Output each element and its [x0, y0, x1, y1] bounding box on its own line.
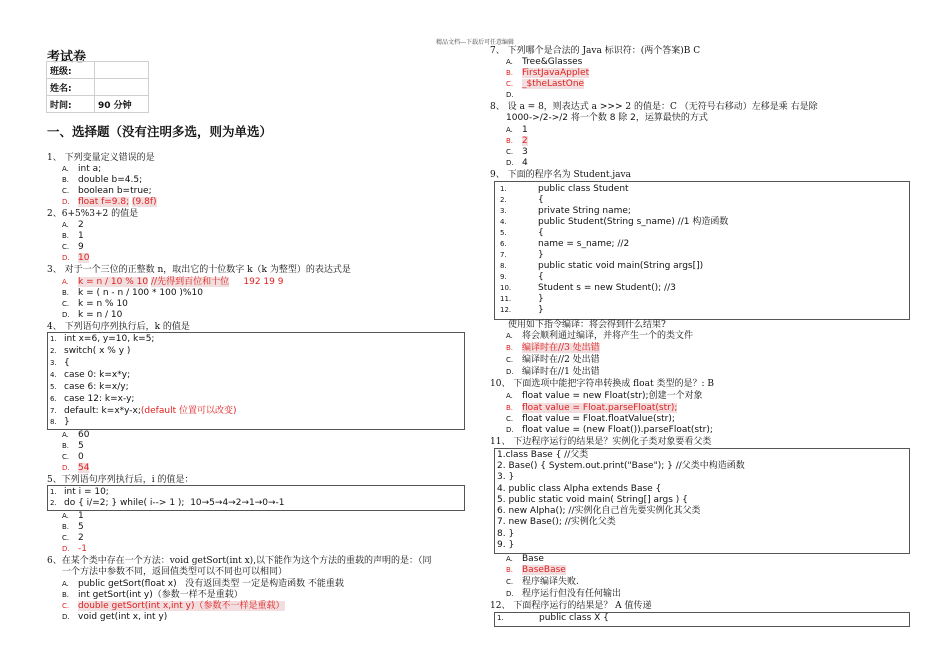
code-line: 2. Base() { System.out.print("Base"); } //父类中构造函数	[497, 461, 745, 471]
code-line: 11. }	[500, 294, 544, 304]
q2-option-a: A. 2	[62, 220, 84, 230]
code-line: 3. {	[50, 358, 70, 368]
info-value: 90 分钟	[95, 96, 149, 113]
q3-option-a: A. k = n / 10 % 10 //先得到百位和十位 192 19 9	[62, 277, 284, 287]
q10-stem: 10、 下面选项中能把字符串转换成 float 类型的是？: B	[490, 379, 714, 389]
q2-stem: 2、6+5%3+2 的值是	[47, 209, 139, 219]
q3-stem: 3、 对于一个三位的正整数 n，取出它的十位数字 k（k 为整型）的表达式是	[47, 265, 351, 275]
q9-code-box	[494, 181, 910, 320]
q5-stem: 5、下列语句序列执行后，i 的值是：	[47, 475, 194, 485]
page-title: 考试卷	[47, 50, 87, 65]
q11-option-a: A. Base	[506, 554, 544, 564]
code-line: 2. switch( x % y )	[50, 346, 131, 356]
q2-option-d: D. 10	[62, 253, 90, 263]
q2-option-c: C. 9	[62, 242, 84, 252]
q4-stem: 4、 下列语句序列执行后，k 的值是	[47, 322, 190, 332]
q4-option-a: A. 60	[62, 430, 90, 440]
q9-followup: 使用如下指令编译：将会得到什么结果?	[508, 320, 666, 330]
q1-option-b: B. double b=4.5;	[62, 175, 143, 185]
code-line: 2. do { i/=2; } while( i--> 1 ); 10→5→4→2→1→0→-1	[50, 498, 285, 508]
q2-option-b: B. 1	[62, 231, 84, 241]
info-row-time	[47, 96, 149, 113]
info-value	[95, 79, 149, 96]
q1-option-d: D. float f=9.8; (9.8f)	[62, 197, 157, 207]
page-header-note: 精品文档---下载后可任意编辑	[435, 39, 515, 46]
q5-option-b: B. 5	[62, 522, 84, 532]
code-line: 12. }	[500, 305, 544, 315]
code-line: 5. case 6: k=x/y;	[50, 382, 129, 392]
q5-option-a: A. 1	[62, 511, 84, 521]
q3-option-c: C. k = n % 10	[62, 299, 128, 309]
code-line: 5. {	[500, 228, 544, 238]
q10-option-b: B. float value = Float.parseFloat(str);	[506, 403, 678, 413]
q11-option-b: B. BaseBase	[506, 565, 566, 575]
q1-option-c: C. boolean b=true;	[62, 186, 152, 196]
info-label: 时间:	[47, 96, 95, 113]
q11-option-d: D. 程序运行但没有任何输出	[506, 589, 622, 599]
code-line: 10. Student s = new Student(); //3	[500, 283, 676, 293]
q9-option-b: B. 编译时在//3 处出错	[506, 343, 600, 353]
code-line: 1. public class X {	[497, 613, 609, 623]
info-row-name	[47, 79, 149, 96]
code-line: 2. {	[500, 195, 544, 205]
q6-stem-continued: 一个方法中参数不同，返回值类型可以不同也可以相同）	[62, 567, 288, 577]
code-line: 3. }	[497, 472, 515, 482]
code-line: 6. case 12: k=x-y;	[50, 394, 135, 404]
q7-option-c: C. _$theLastOne	[506, 79, 585, 89]
q5-option-d: D. -1	[62, 544, 87, 554]
q3-option-b: B. k = ( n - n / 100 * 100 )%10	[62, 288, 203, 298]
q10-option-c: C. float value = Float.floatValue(str);	[506, 414, 675, 424]
code-line: 8. public static void main(String args[])	[500, 261, 704, 271]
q1-stem: 1、 下列变量定义错误的是	[47, 153, 155, 163]
q8-stem-continued: 1000->/2->/2 将一个数 8 除 2，运算最快的方式	[506, 113, 708, 123]
q11-option-c: C. 程序编译失败.	[506, 577, 579, 587]
q1-option-a: A. int a;	[62, 164, 102, 174]
q6-option-c: C. double getSort(int x,int y)（参数不一样是重载）	[62, 601, 285, 611]
q12-stem: 12、 下面程序运行的结果是？ A 值传递	[490, 601, 652, 611]
q4-option-b: B. 5	[62, 441, 84, 451]
code-line: 4. case 0: k=x*y;	[50, 370, 131, 380]
info-label: 班级:	[47, 62, 95, 79]
q4-option-d: D. 54	[62, 463, 90, 473]
code-line: 7. default: k=x*y-x;(default 位置可以改变)	[50, 406, 237, 416]
q9-option-c: C. 编译时在//2 处出错	[506, 355, 600, 365]
q7-stem: 7、 下列哪个是合法的 Java 标识符：(两个答案)B C	[490, 46, 701, 56]
q7-option-b: B. FirstJavaApplet	[506, 68, 590, 78]
code-line: 1.class Base { //父类	[497, 450, 589, 460]
code-line: 1. int x=6, y=10, k=5;	[50, 334, 155, 344]
code-line: 7. }	[500, 250, 544, 260]
q3-option-d: D. k = n / 10	[62, 310, 123, 320]
q6-option-a: A. public getSort(float x) 没有返回类型 一定是构造函数 不能重载	[62, 579, 344, 589]
section-title: 一、选择题（没有注明多选，则为单选）	[47, 124, 273, 139]
q6-option-d: D. void get(int x, int y)	[62, 612, 168, 622]
info-value	[95, 62, 149, 79]
q10-option-d: D. float value = (new Float()).parseFloat(str);	[506, 425, 713, 435]
code-line: 8. }	[497, 529, 515, 539]
q9-stem: 9、 下面的程序名为 Student.java	[490, 170, 631, 180]
code-line: 4. public class Alpha extends Base {	[497, 484, 662, 494]
code-line: 3. private String name;	[500, 206, 631, 216]
code-line: 6. new Alpha(); //实例化自己首先要实例化其父类	[497, 506, 701, 516]
code-line: 9. }	[497, 540, 515, 550]
q8-option-b: B. 2	[506, 136, 528, 146]
code-line: 8. }	[50, 417, 70, 427]
q8-option-a: A. 1	[506, 125, 528, 135]
q9-option-a: A. 将会顺利通过编译，并将产生一个的类文件	[506, 331, 694, 341]
q6-stem: 6、在某个类中存在一个方法：void getSort(int x),以下能作为这个方法的重载的声明的是：（同	[47, 556, 432, 566]
code-line: 1. int i = 10;	[50, 487, 109, 497]
q7-option-a: A. Tree&Glasses	[506, 57, 583, 67]
q4-option-c: C. 0	[62, 452, 84, 462]
code-line: 5. public static void main( String[] args ) {	[497, 495, 688, 505]
code-line: 6. name = s_name; //2	[500, 239, 630, 249]
q5-option-c: C. 2	[62, 533, 84, 543]
code-line: 1. public class Student	[500, 184, 629, 194]
q8-stem: 8、 设 a = 8，则表达式 a >>> 2 的值是：C （无符号右移动）左移是乘 右是除	[490, 102, 818, 112]
code-line: 9. {	[500, 272, 544, 282]
q6-option-b: B. int getSort(int y)（参数一样不是重载）	[62, 590, 243, 600]
q7-option-d: D.	[506, 91, 514, 99]
q8-option-c: C. 3	[506, 147, 528, 157]
code-line: 7. new Base(); //实例化父类	[497, 517, 616, 527]
q10-option-a: A. float value = new Float(str);创建一个对象	[506, 391, 703, 401]
q8-option-d: D. 4	[506, 158, 528, 168]
q9-option-d: D. 编译时在//1 处出错	[506, 367, 600, 377]
info-row-class	[47, 62, 149, 79]
q11-stem: 11、 下边程序运行的结果是？实例化子类对象要看父类	[490, 437, 712, 447]
info-label: 姓名:	[47, 79, 95, 96]
info-table	[46, 61, 149, 113]
code-line: 4. public Student(String s_name) //1 构造函数	[500, 217, 729, 227]
